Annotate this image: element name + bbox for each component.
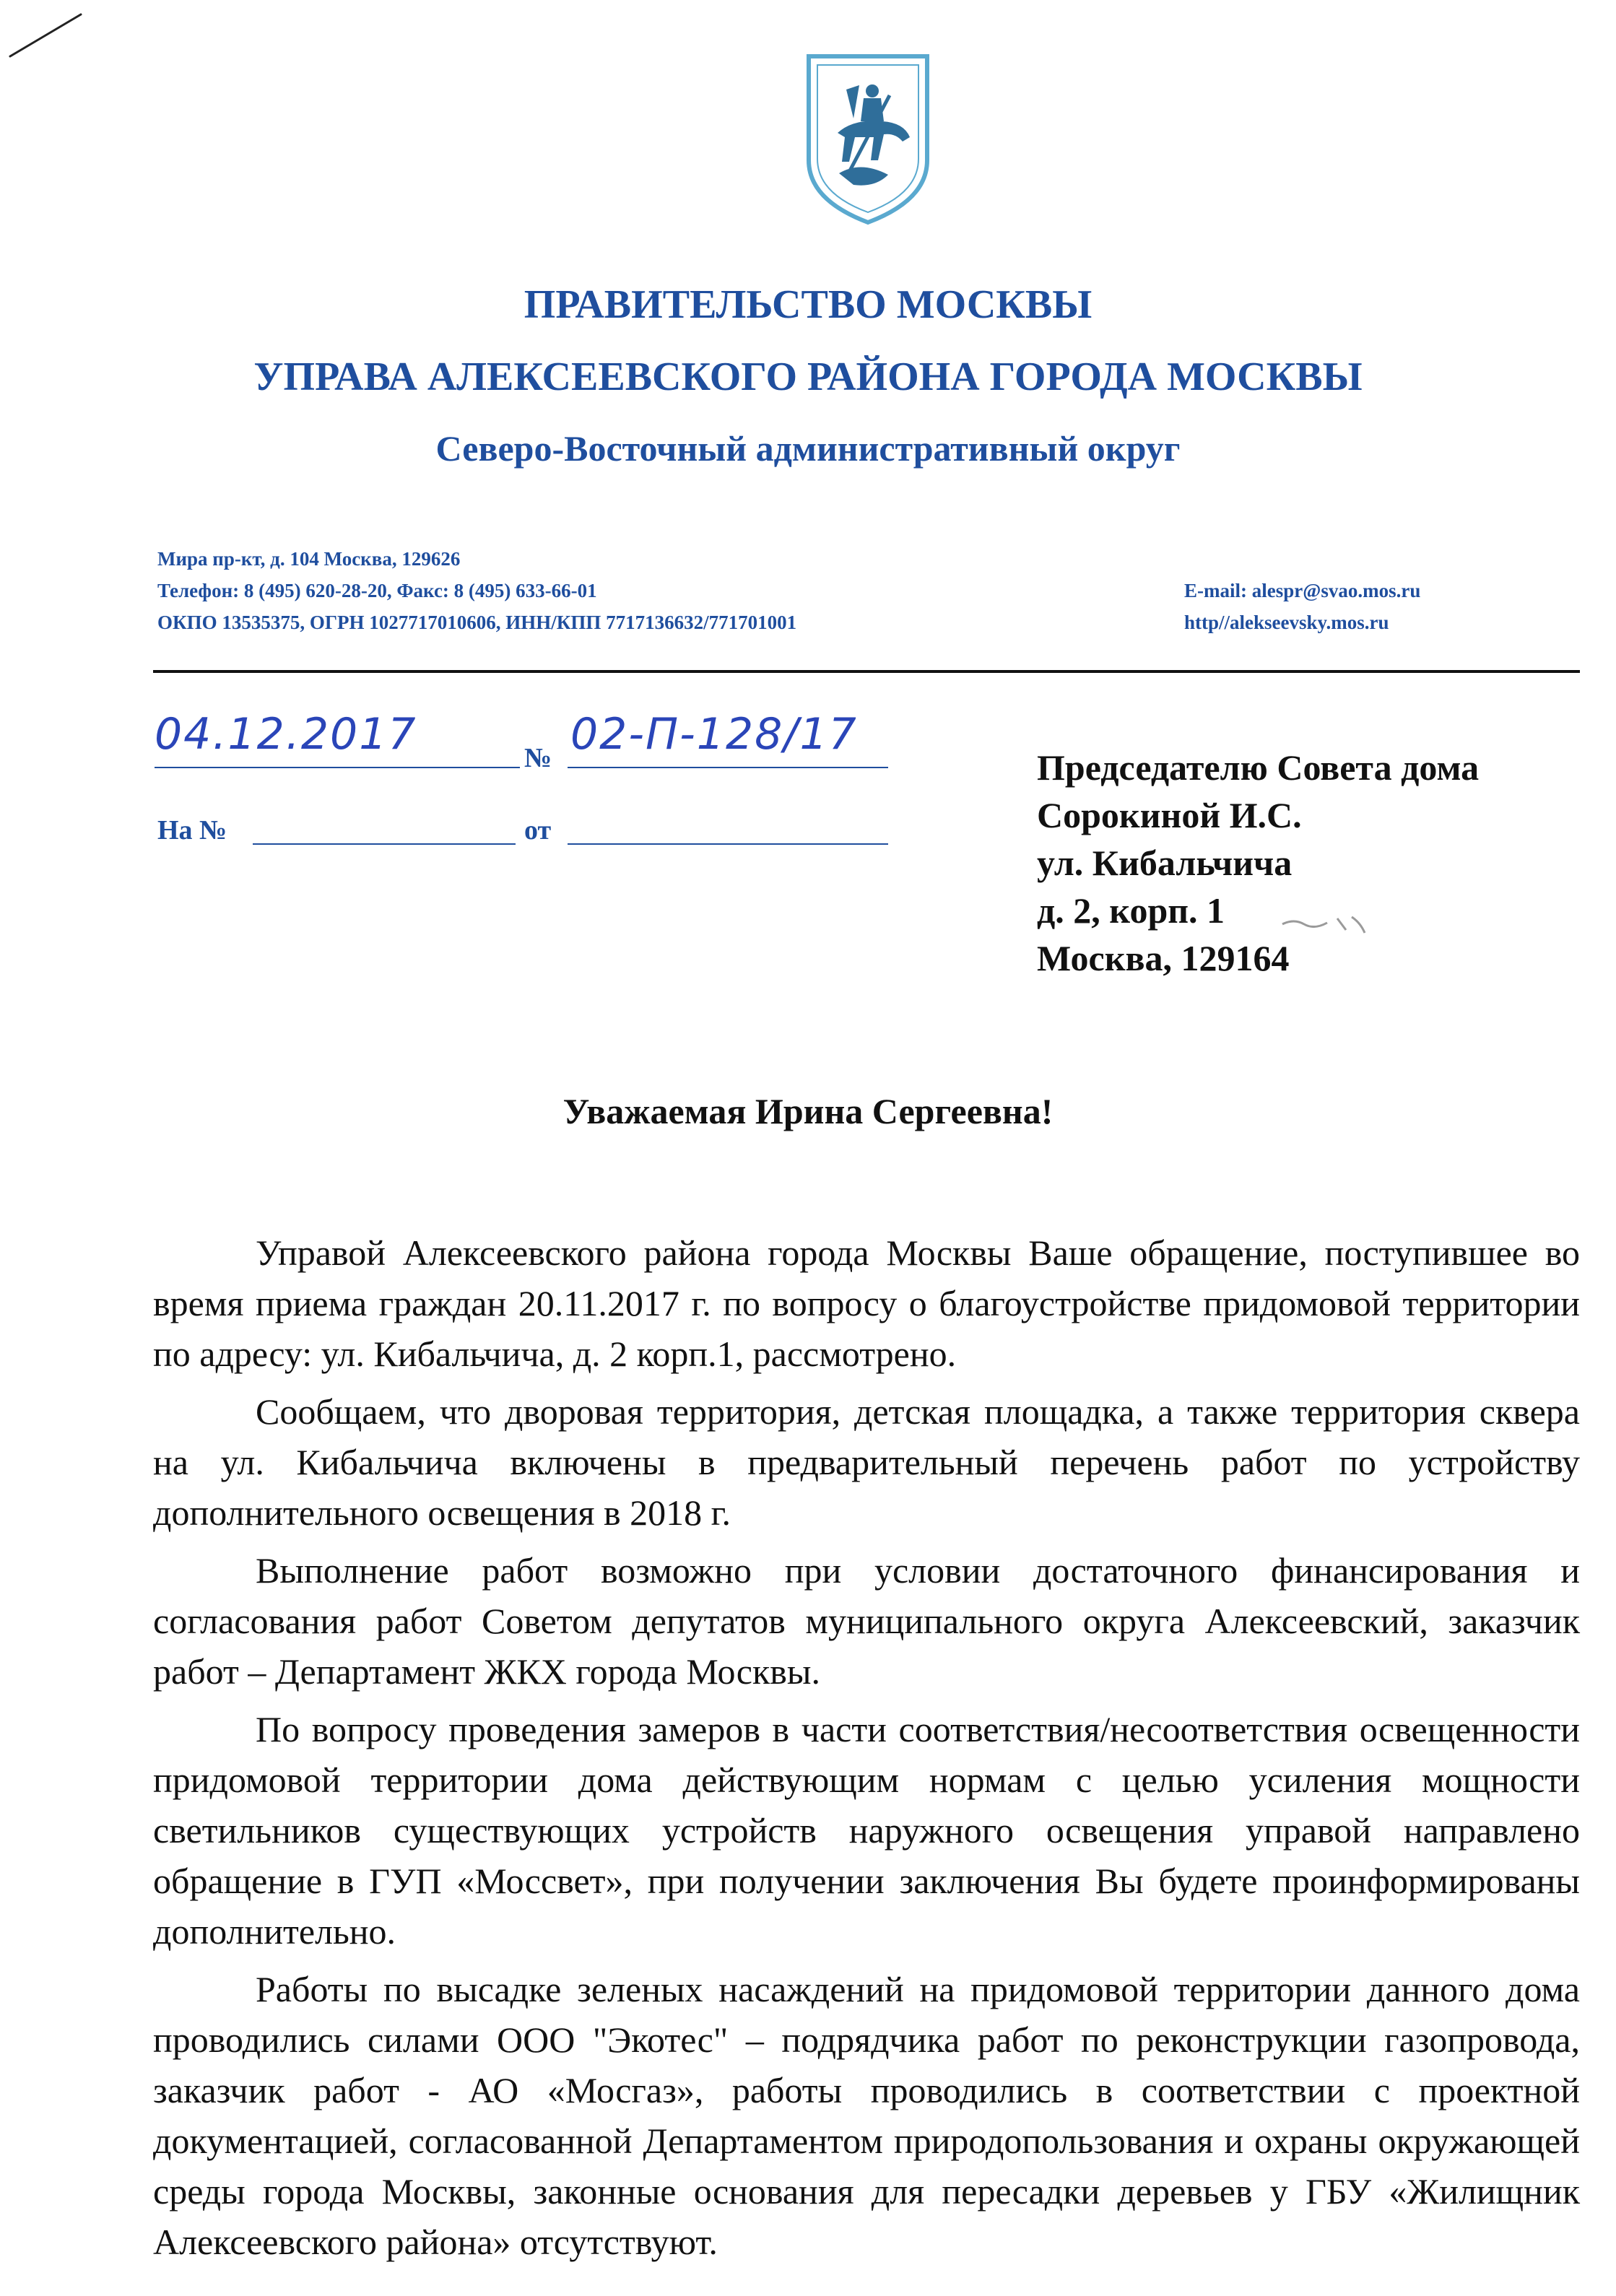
government-title: ПРАВИТЕЛЬСТВО МОСКВЫ [524, 282, 1092, 327]
recipient-name: Сорокиной И.С. [1037, 795, 1302, 835]
outgoing-number: 02-П-128/17 [570, 709, 858, 760]
number-label: № [524, 743, 552, 773]
reference-date-label: от [524, 815, 552, 845]
recipient-building: д. 2, корп. 1 [1037, 890, 1225, 931]
address-line: Мира пр-кт, д. 104 Москва, 129626 [157, 548, 461, 570]
body-paragraph: По вопросу проведения замеров в части соответствия/несоответствия освещенности придомовой территории дома действующим нормам с целью усиления мощности светильников существующих устройств наружного освещения управой направлено обращение в ГУП «Моссвет», при получении заключения Вы будете проинформированы дополнительно. [153, 1709, 1580, 1952]
council-title: УПРАВА АЛЕКСЕЕВСКОГО РАЙОНА ГОРОДА МОСКВЫ [253, 355, 1363, 399]
contact-block-left [157, 543, 796, 638]
number-underline [568, 767, 888, 768]
district-title: Северо-Восточный административный округ [435, 428, 1181, 469]
reference-number-underline [253, 843, 516, 845]
website-line: http//alekseevsky.mos.ru [1184, 612, 1389, 633]
ink-smudge [1277, 908, 1370, 937]
recipient-title: Председателю Совета дома [1037, 747, 1480, 788]
email-line: E-mail: alespr@svao.mos.ru [1184, 580, 1421, 601]
moscow-coat-of-arms-icon [803, 52, 933, 225]
recipient-block [1037, 744, 1479, 982]
body-paragraph: Выполнение работ возможно при условии достаточного финансирования и согласования работ Советом депутатов муниципального округа Алексеевский, заказчик работ – Департамент ЖКХ города Москвы. [153, 1550, 1580, 1692]
recipient-street: ул. Кибальчича [1037, 843, 1293, 883]
date-underline [155, 767, 520, 768]
salutation: Уважаемая Ирина Сергеевна! [562, 1091, 1054, 1131]
body-paragraph: Управой Алексеевского района города Москвы Ваше обращение, поступившее во время приема граждан 20.11.2017 г. по вопросу о благоустройстве придомовой территории по адресу: ул. Кибальчича, д. 2 корп.1, рассмотрено. [153, 1232, 1580, 1374]
pen-stroke-mark [6, 10, 85, 61]
letter-body [153, 1227, 1580, 2274]
codes-line: ОКПО 13535375, ОГРН 1027717010606, ИНН/КПП 7717136632/771701001 [157, 612, 797, 633]
contact-block-right [1184, 575, 1420, 638]
reference-date-underline [568, 843, 888, 845]
reference-number-label: На № [157, 815, 227, 845]
phone-line: Телефон: 8 (495) 620-28-20, Факс: 8 (495) 633-66-01 [157, 580, 597, 601]
outgoing-date: 04.12.2017 [155, 709, 417, 760]
letterhead-divider [153, 670, 1580, 673]
body-paragraph: Сообщаем, что дворовая территория, детская площадка, а также территория сквера на ул. Кибальчича включены в предварительный перечень работ по устройству дополнительного освещения в 2018 г. [153, 1391, 1580, 1533]
body-paragraph: Работы по высадке зеленых насаждений на придомовой территории данного дома проводились силами ООО "Экотес" – подрядчика работ по реконструкции газопровода, заказчик работ - АО «Мосгаз», работы проводились в соответствии с проектной документацией, согласованной Департаментом природопользования и охраны окружающей среды города Москвы, законные основания для пересадки деревьев у ГБУ «Жилищник Алексеевского района» отсутствуют. [153, 1969, 1580, 2262]
recipient-city: Москва, 129164 [1037, 938, 1290, 978]
